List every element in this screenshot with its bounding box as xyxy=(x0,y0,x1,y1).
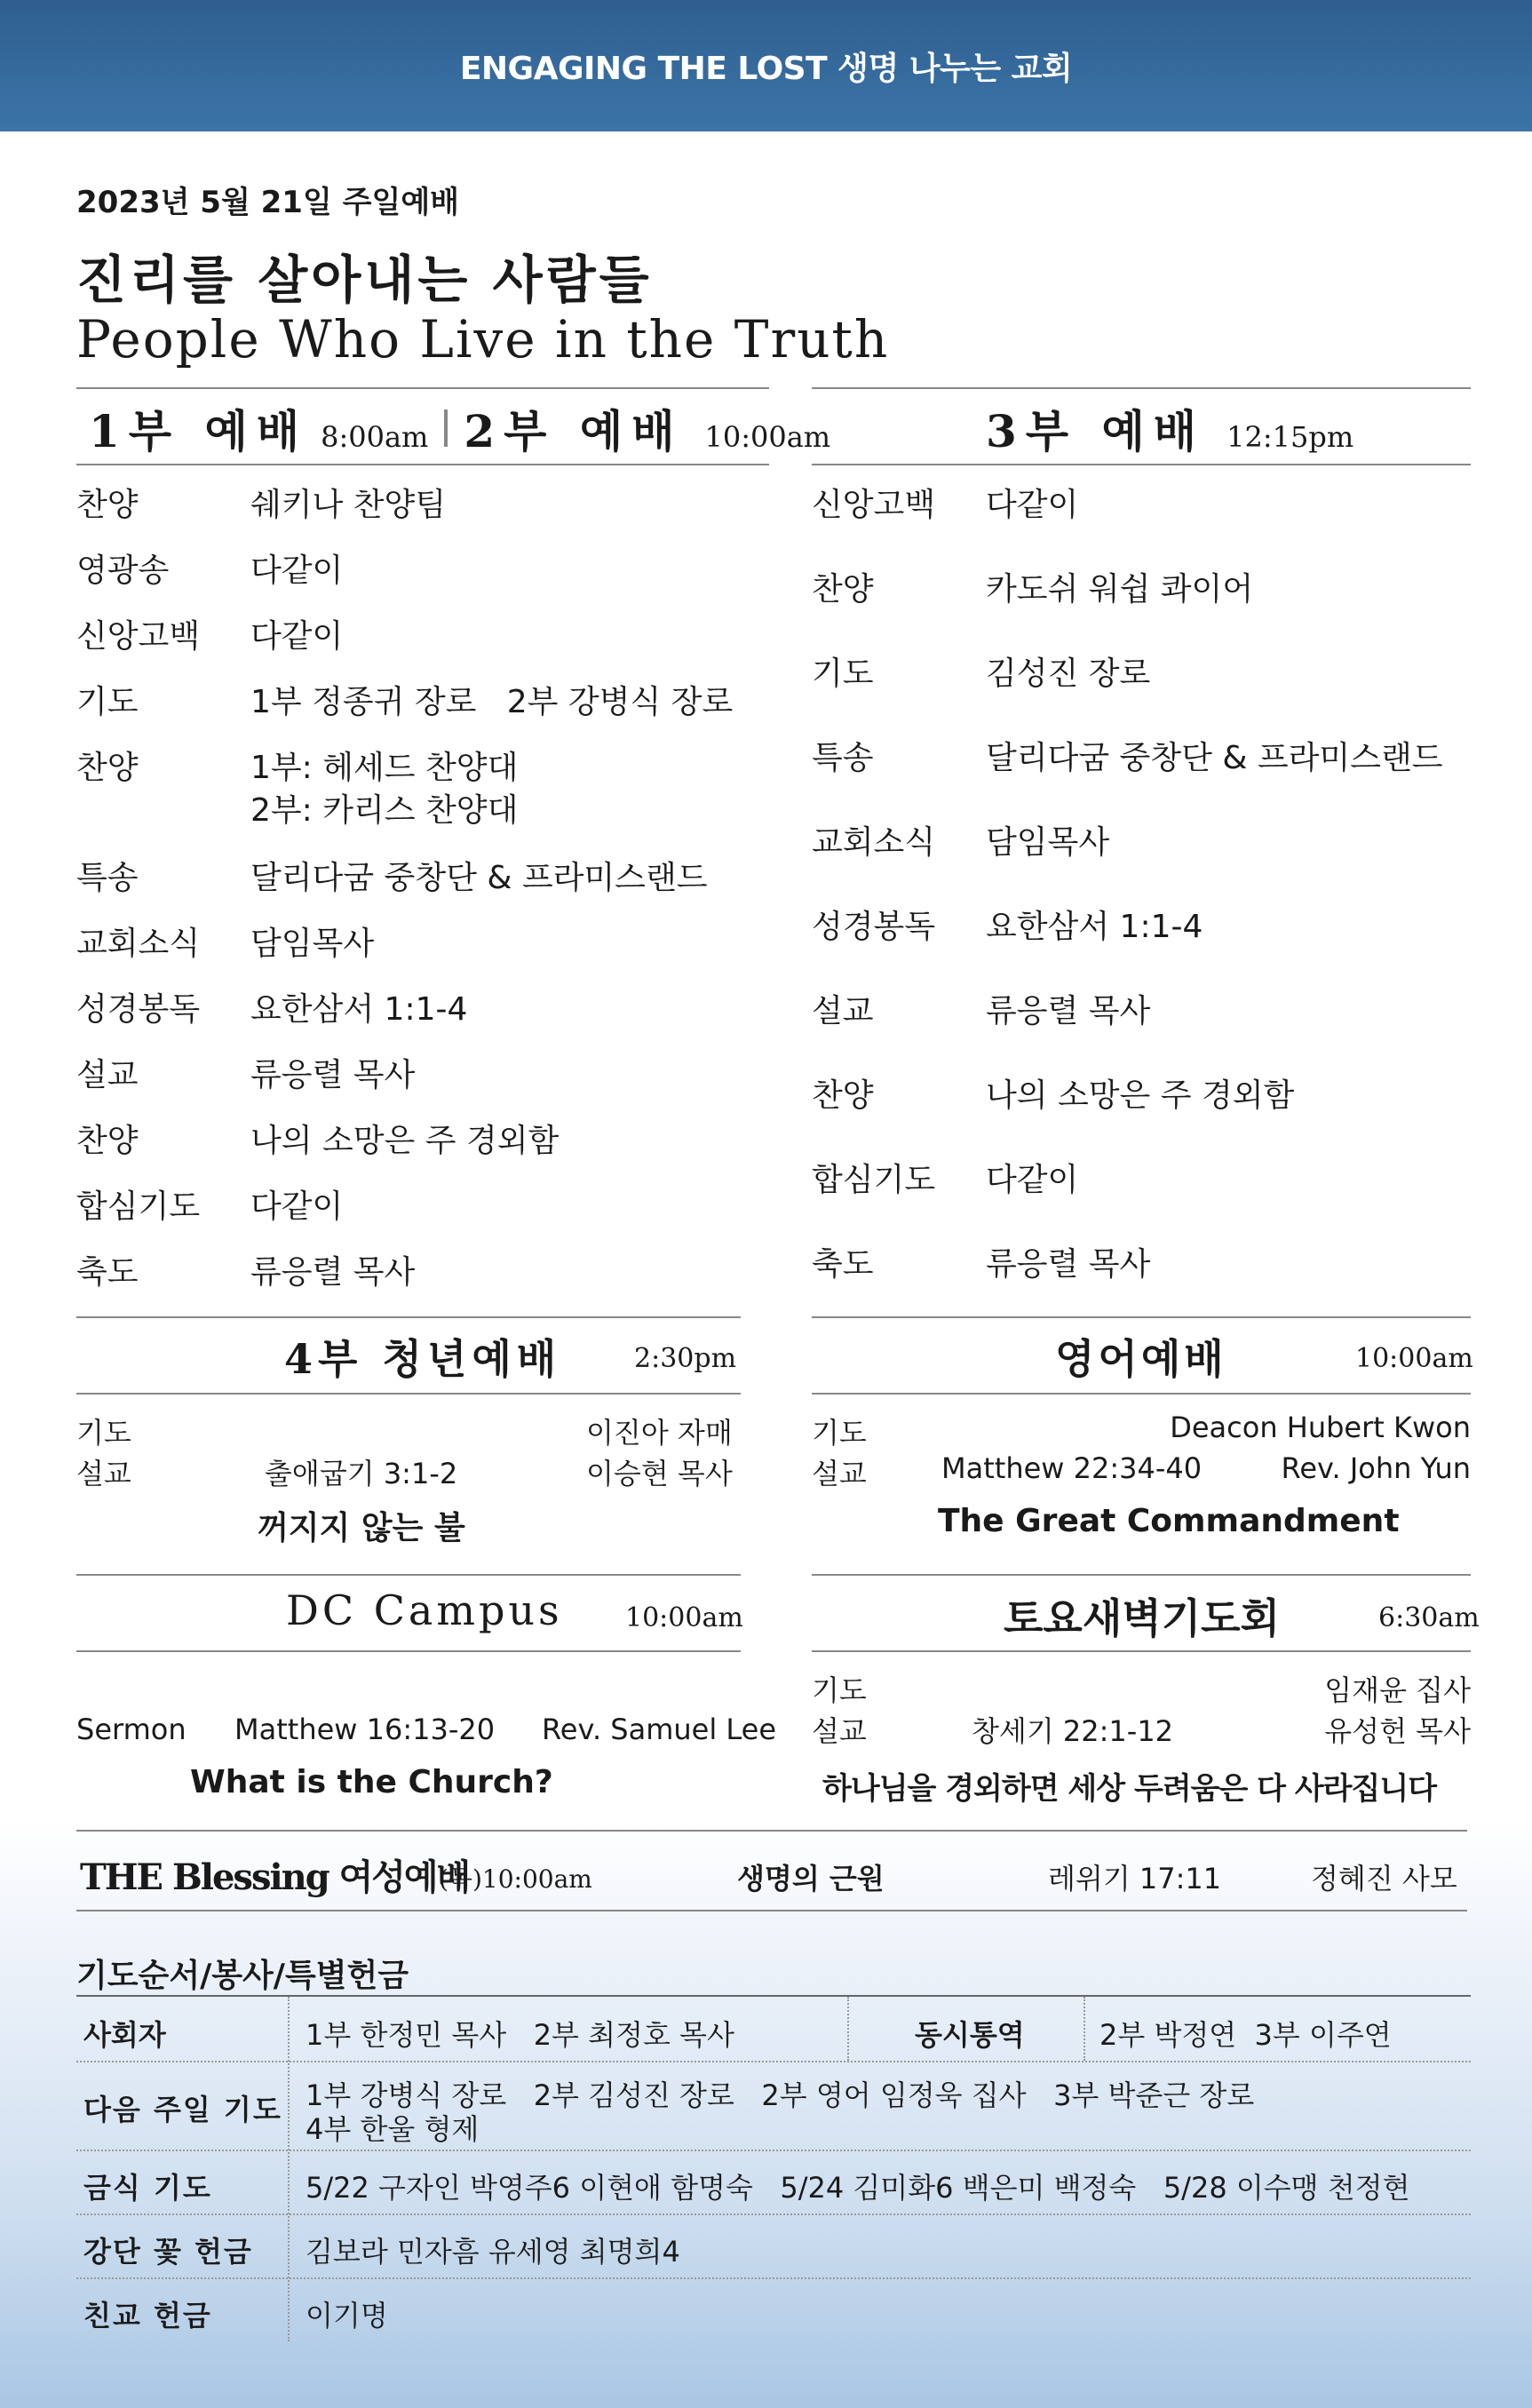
youth-prayer-label: 기도 xyxy=(76,1416,131,1450)
next-prayer-value-2: 4부 한울 형제 xyxy=(306,2112,480,2146)
service-12-header xyxy=(89,396,830,460)
divider xyxy=(76,1574,741,1576)
blessing-sermon-title: 생명의 근원 xyxy=(737,1862,885,1895)
table-row-divider xyxy=(76,2213,1471,2215)
header-banner: ENGAGING THE LOST 생명 나누는 교회 xyxy=(0,0,1532,131)
service-3-order: 신앙고백 다같이 찬양 카도쉬 워쉽 콰이어 기도 김성진 장로 특송 달리다굼 중창단 & 프라미스랜드 교회소식 담임목사 성경봉독 요한삼서 1:1-4 설교 류응렬 목사 찬양 나의 소망은 주 경외함 합심기도 다같이 축도 류응렬 목사 xyxy=(812,487,1443,1283)
next-prayer-label: 다음 주일 기도 xyxy=(83,2093,282,2126)
divider xyxy=(76,1830,1467,1832)
dc-campus-time: 10:00am xyxy=(625,1602,743,1633)
blessing-service-name: THE Blessing 여성예배 xyxy=(80,1856,470,1898)
service-1-time: 8:00am xyxy=(321,420,429,454)
saturday-sermon-title: 하나님을 경외하면 세상 두려움은 다 사라집니다 xyxy=(822,1771,1437,1807)
fellowship-offering-label: 친교 헌금 xyxy=(83,2299,212,2333)
english-sermon-label: 설교 xyxy=(812,1457,867,1490)
saturday-prayer-label: 기도 xyxy=(812,1673,867,1707)
table-top-border xyxy=(76,1995,1471,1997)
service-3-time: 12:15pm xyxy=(1226,420,1354,454)
separator xyxy=(444,409,448,447)
interpretation-value: 2부 박정연 3부 이주연 xyxy=(1099,2018,1392,2052)
fasting-prayer-label: 금식 기도 xyxy=(83,2171,212,2205)
divider xyxy=(76,464,769,465)
service-12-order: 찬양 쉐키나 찬양팀 영광송 다같이 신앙고백 다같이 기도 1부 정종귀 장로 2부 강병식 장로 찬양 1부: 헤세드 찬양대 2부: 카리스 찬양대 특송 달리다굼 중창단 & 프라미스랜드 교회소식 담임목사 성경봉독 요한삼서 1:1-4 설교 류응렬 목사 찬양 나의 소망은 주 경외함 합심기도 다같이 축도 류응렬 목사 xyxy=(76,487,734,1291)
divider xyxy=(76,1316,741,1318)
flower-offering-label: 강단 꽃 헌금 xyxy=(83,2235,253,2269)
interpretation-label: 동시통역 xyxy=(915,2018,1025,2052)
service-1-name: 1부 예배 xyxy=(89,405,309,457)
dc-sermon-title: What is the Church? xyxy=(190,1764,553,1800)
blessing-sermon-person: 정혜진 사모 xyxy=(1311,1862,1457,1895)
english-sermon-text: Matthew 22:34-40 xyxy=(941,1451,1203,1485)
english-prayer-label: 기도 xyxy=(812,1416,867,1450)
next-prayer-value: 1부 강병식 장로 2부 김성진 장로 2부 영어 임정욱 집사 3부 박준근 장로 xyxy=(306,2078,1255,2112)
saturday-sermon-person: 유성헌 목사 xyxy=(1324,1714,1471,1748)
table-row-divider xyxy=(76,2277,1471,2279)
service-3-header xyxy=(986,396,1353,460)
youth-sermon-title: 꺼지지 않는 불 xyxy=(258,1510,465,1546)
english-prayer-person: Deacon Hubert Kwon xyxy=(1170,1411,1471,1444)
flower-offering-value: 김보라 민자흠 유세영 최명희4 xyxy=(306,2235,680,2269)
fellowship-offering-value: 이기명 xyxy=(306,2299,388,2333)
divider xyxy=(812,1574,1471,1576)
service-table-heading: 기도순서/봉사/특별헌금 xyxy=(76,1958,409,1994)
saturday-prayer-person: 임재윤 집사 xyxy=(1324,1673,1471,1707)
youth-service-time: 2:30pm xyxy=(634,1343,737,1374)
blessing-sermon-text: 레위기 17:11 xyxy=(1048,1862,1222,1895)
divider xyxy=(812,464,1471,465)
table-column-divider xyxy=(847,1997,849,2061)
table-row-divider xyxy=(76,2061,1471,2062)
saturday-prayer-time: 6:30am xyxy=(1378,1602,1480,1633)
english-sermon-title: The Great Commandment xyxy=(938,1503,1400,1539)
host-label: 사회자 xyxy=(83,2018,166,2052)
english-sermon-person: Rev. John Yun xyxy=(1281,1451,1471,1485)
youth-sermon-text: 출애굽기 3:1-2 xyxy=(265,1457,458,1490)
saturday-sermon-label: 설교 xyxy=(812,1714,867,1748)
english-service-time: 10:00am xyxy=(1355,1343,1473,1374)
dc-sermon-text: Matthew 16:13-20 xyxy=(234,1713,496,1746)
divider xyxy=(76,1910,1467,1911)
service-3-name: 3부 예배 xyxy=(986,405,1206,457)
service-2-name: 2부 예배 xyxy=(464,405,684,457)
sermon-title-korean: 진리를 살아내는 사람들 xyxy=(76,250,653,310)
youth-sermon-label: 설교 xyxy=(76,1457,131,1490)
youth-sermon-person: 이승현 목사 xyxy=(586,1457,733,1490)
divider xyxy=(812,1316,1471,1318)
divider xyxy=(76,1393,741,1395)
youth-service-name: 4부 청년예배 xyxy=(284,1335,562,1383)
fasting-prayer-value: 5/22 구자인 박영주6 이현애 함명숙 5/24 김미화6 백은미 백정숙 5/28 이수맹 천정현 xyxy=(306,2171,1410,2205)
dc-campus-name: DC Campus xyxy=(286,1586,563,1634)
dc-sermon-label: Sermon xyxy=(76,1713,187,1746)
divider xyxy=(812,387,1471,389)
divider xyxy=(812,1393,1471,1395)
divider xyxy=(812,1650,1471,1652)
divider xyxy=(76,387,769,389)
youth-prayer-person: 이진아 자매 xyxy=(586,1416,733,1450)
service-2-time: 10:00am xyxy=(704,420,831,454)
saturday-sermon-text: 창세기 22:1-12 xyxy=(972,1714,1174,1748)
table-column-divider xyxy=(1084,1997,1085,2061)
sermon-title-english: People Who Live in the Truth xyxy=(76,309,890,370)
english-service-name: 영어예배 xyxy=(1055,1335,1227,1383)
service-date: 2023년 5월 21일 주일예배 xyxy=(76,185,460,220)
dc-sermon-person: Rev. Samuel Lee xyxy=(542,1713,777,1746)
saturday-prayer-name: 토요새벽기도회 xyxy=(1004,1594,1281,1642)
table-row-divider xyxy=(76,2150,1471,2151)
blessing-service-time: (목)10:00am xyxy=(439,1864,592,1894)
table-column-divider xyxy=(288,1997,290,2341)
divider xyxy=(76,1650,741,1652)
host-value: 1부 한정민 목사 2부 최정호 목사 xyxy=(306,2018,734,2052)
